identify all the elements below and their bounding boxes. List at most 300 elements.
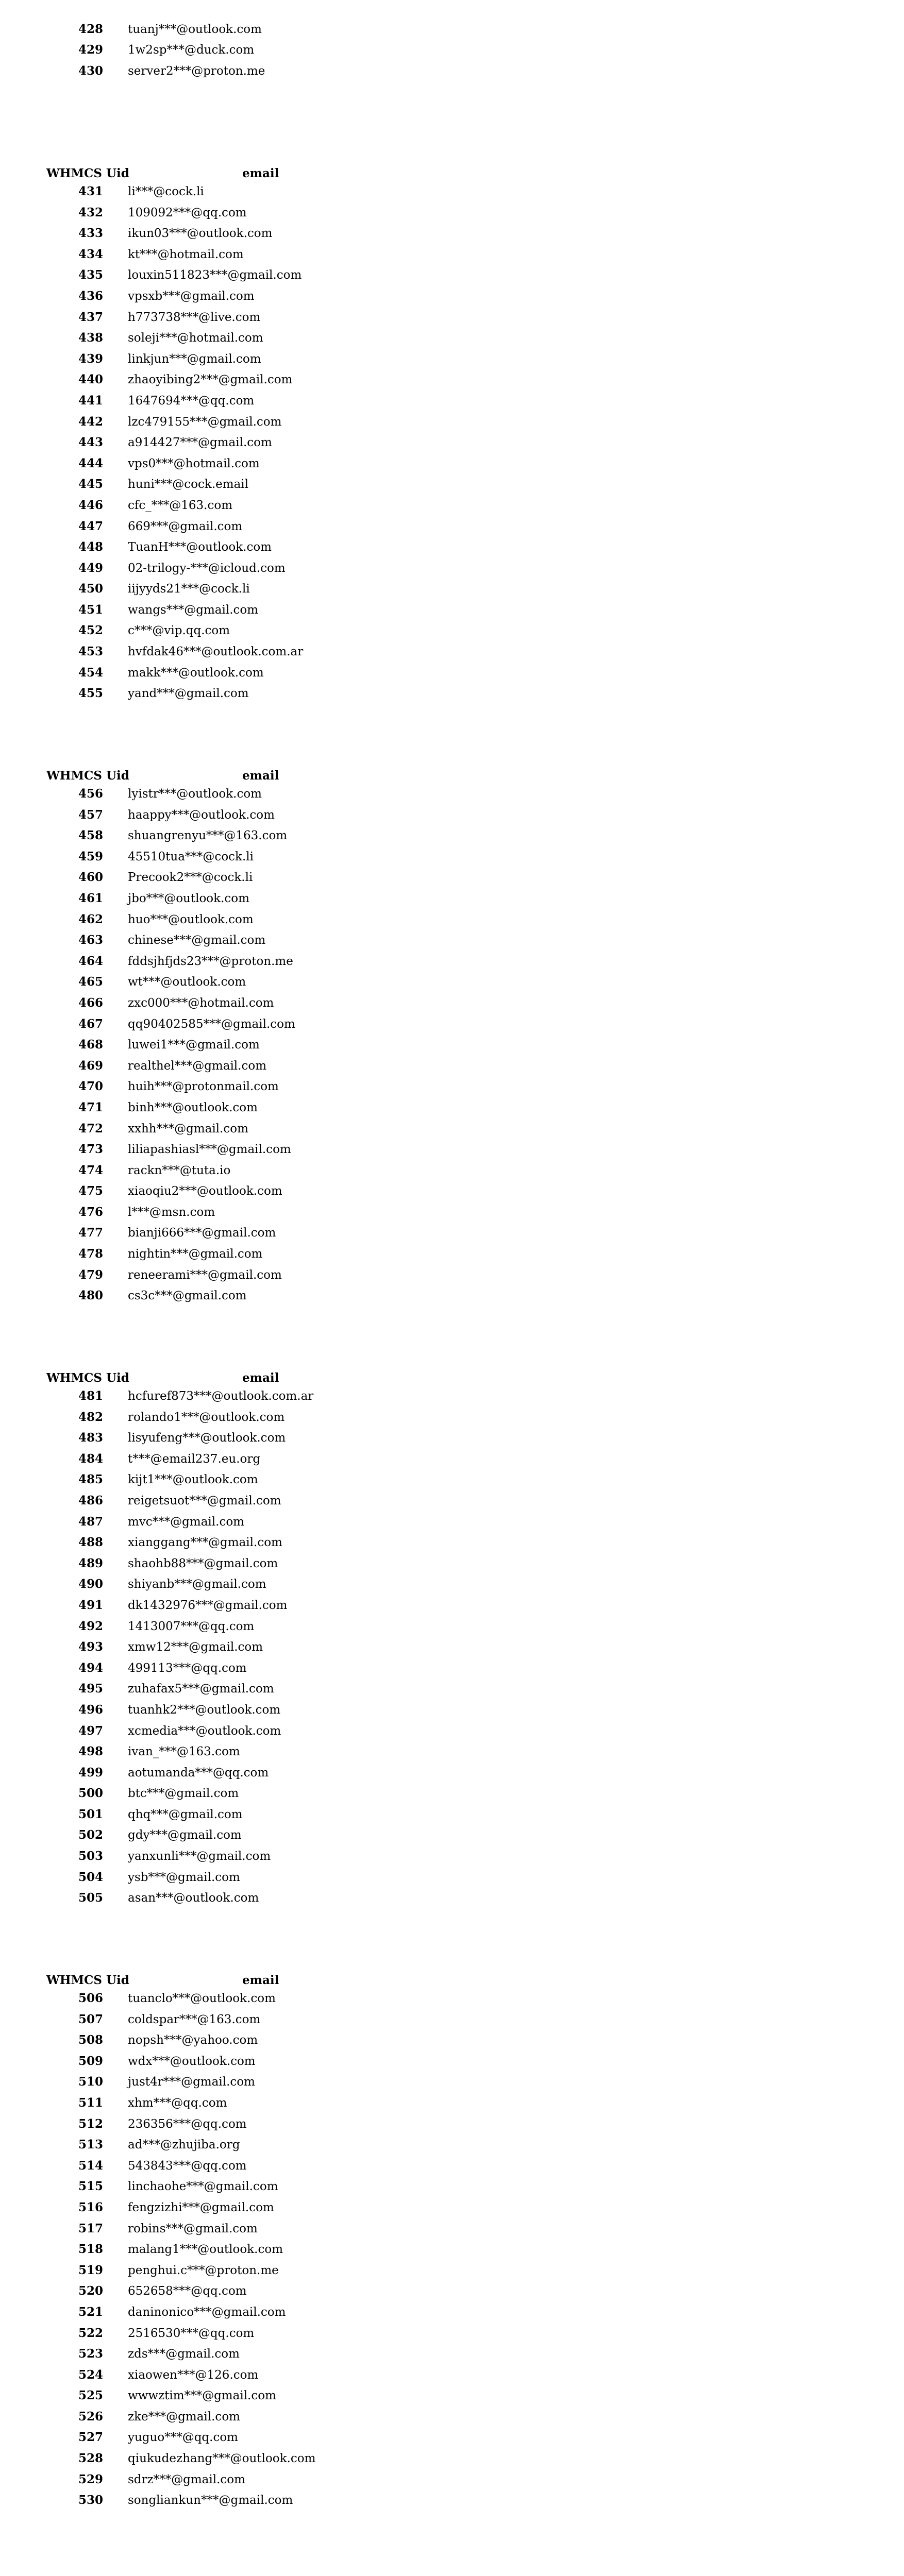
uid-cell: 477	[78, 1226, 104, 1240]
uid-cell: 428	[78, 22, 104, 36]
email-cell: 2516530***@qq.com	[128, 2326, 255, 2340]
email-cell: xhm***@qq.com	[128, 2096, 227, 2110]
table-row	[0, 1097, 904, 1118]
table-row	[0, 825, 904, 846]
uid-cell: 437	[78, 310, 104, 324]
user-table	[0, 164, 904, 704]
uid-cell: 500	[78, 1786, 104, 1801]
table-row	[0, 412, 904, 433]
table-row	[0, 558, 904, 579]
table-row	[0, 1846, 904, 1867]
uid-cell: 526	[78, 2409, 104, 2424]
email-cell: bianji666***@gmail.com	[128, 1226, 276, 1240]
user-table	[0, 1368, 904, 1909]
email-cell: btc***@gmail.com	[128, 1787, 239, 1801]
uid-cell: 504	[78, 1870, 104, 1884]
uid-cell: 529	[78, 2472, 104, 2486]
email-cell: ikun03***@outlook.com	[128, 227, 273, 241]
email-cell: shuangrenyu***@163.com	[128, 829, 288, 843]
table-row	[0, 1181, 904, 1202]
table-row	[0, 61, 904, 82]
uid-cell: 443	[78, 435, 104, 450]
uid-cell: 458	[78, 828, 104, 843]
user-table	[0, 766, 904, 1307]
uid-cell: 488	[78, 1535, 104, 1550]
table-row	[0, 19, 904, 40]
email-cell: mvc***@gmail.com	[128, 1515, 244, 1529]
table-row	[0, 2030, 904, 2051]
table-row	[0, 2281, 904, 2302]
uid-cell: 503	[78, 1849, 104, 1863]
table-row	[0, 805, 904, 826]
email-cell: tuanhk2***@outlook.com	[128, 1703, 281, 1717]
email-cell: reigetsuot***@gmail.com	[128, 1494, 281, 1507]
email-cell: qhq***@gmail.com	[128, 1807, 243, 1821]
table-row	[0, 1428, 904, 1449]
uid-cell: 509	[78, 2054, 104, 2068]
email-cell: server2***@proton.me	[128, 64, 265, 78]
email-cell: 1w2sp***@duck.com	[128, 43, 255, 57]
table-row	[0, 1741, 904, 1762]
email-cell: kijt1***@outlook.com	[128, 1473, 258, 1487]
email-cell: zke***@gmail.com	[128, 2410, 240, 2424]
table-row	[0, 516, 904, 537]
uid-cell: 475	[78, 1184, 104, 1198]
uid-cell: 505	[78, 1891, 104, 1905]
uid-cell: 456	[78, 787, 104, 801]
email-cell: lisyufeng***@outlook.com	[128, 1431, 286, 1445]
table-row	[0, 349, 904, 370]
table-row	[0, 1988, 904, 2009]
uid-cell: 465	[78, 975, 104, 989]
uid-cell: 493	[78, 1640, 104, 1654]
email-cell: songliankun***@gmail.com	[128, 2494, 293, 2507]
uid-cell: 499	[78, 1765, 104, 1780]
table-row	[0, 1014, 904, 1035]
table-row	[0, 1637, 904, 1658]
table-row	[0, 307, 904, 328]
table-header	[0, 2573, 904, 2576]
uid-cell: 484	[78, 1451, 104, 1466]
email-cell: xcmedia***@outlook.com	[128, 1724, 281, 1738]
email-cell: xiaoqiu2***@outlook.com	[128, 1184, 282, 1198]
email-cell: 1647694***@qq.com	[128, 394, 255, 408]
email-cell: penghui.c***@proton.me	[128, 2263, 279, 2277]
table-row	[0, 0, 904, 19]
email-cell: dk1432976***@gmail.com	[128, 1598, 288, 1612]
uid-cell: 466	[78, 995, 104, 1010]
uid-cell: 478	[78, 1247, 104, 1261]
email-cell: ivan_***@163.com	[128, 1745, 240, 1759]
uid-cell: 512	[78, 2116, 104, 2131]
uid-cell: 459	[78, 849, 104, 863]
table-row	[0, 1553, 904, 1574]
table-row	[0, 1490, 904, 1512]
email-cell: chinese***@gmail.com	[128, 934, 266, 947]
table-row	[0, 1056, 904, 1077]
email-cell: 543843***@qq.com	[128, 2159, 247, 2173]
email-cell: rolando1***@outlook.com	[128, 1410, 285, 1424]
table-row	[0, 2448, 904, 2469]
uid-cell: 450	[78, 582, 104, 596]
table-row	[0, 972, 904, 993]
email-cell: yand***@gmail.com	[128, 687, 249, 701]
email-cell: 45510tua***@cock.li	[128, 850, 254, 863]
table-row	[0, 2114, 904, 2135]
email-cell: 499113***@qq.com	[128, 1661, 247, 1675]
uid-cell: 445	[78, 477, 104, 492]
email-cell: hcfuref873***@outlook.com.ar	[128, 1389, 314, 1403]
email-cell: cs3c***@gmail.com	[128, 1289, 247, 1303]
email-cell: nopsh***@yahoo.com	[128, 2033, 258, 2047]
uid-cell: 448	[78, 540, 104, 554]
email-cell: iijyyds21***@cock.li	[128, 582, 250, 596]
table-row	[0, 244, 904, 265]
email-column-header: email	[242, 1371, 279, 1385]
table-row	[0, 1574, 904, 1595]
table-row	[0, 202, 904, 224]
table-row	[0, 328, 904, 349]
email-cell: qq90402585***@gmail.com	[128, 1017, 295, 1031]
table-row	[0, 2385, 904, 2406]
email-cell: cfc_***@163.com	[128, 498, 233, 512]
uid-cell: 515	[78, 2179, 104, 2194]
email-cell: malang1***@outlook.com	[128, 2243, 283, 2257]
table-row	[0, 867, 904, 888]
uid-cell: 501	[78, 1807, 104, 1821]
uid-cell: 489	[78, 1556, 104, 1570]
email-cell: lzc479155***@gmail.com	[128, 415, 282, 429]
email-cell: huih***@protonmail.com	[128, 1080, 279, 1094]
uid-cell: 483	[78, 1431, 104, 1445]
email-cell: h773738***@live.com	[128, 310, 261, 324]
top-fragment	[0, 0, 904, 81]
table-row	[0, 1076, 904, 1097]
email-cell: ysb***@gmail.com	[128, 1870, 240, 1884]
email-cell: linchaohe***@gmail.com	[128, 2180, 278, 2194]
email-cell: huo***@outlook.com	[128, 912, 254, 926]
email-cell: zxc000***@hotmail.com	[128, 996, 274, 1010]
uid-cell: 451	[78, 602, 104, 617]
email-cell: kt***@hotmail.com	[128, 247, 244, 261]
uid-cell: 441	[78, 393, 104, 408]
table-row	[0, 888, 904, 909]
email-cell: yanxunli***@gmail.com	[128, 1850, 271, 1863]
uid-cell: 463	[78, 933, 104, 947]
email-cell: louxin511823***@gmail.com	[128, 268, 302, 282]
email-cell: wt***@outlook.com	[128, 975, 246, 989]
email-cell: qiukudezhang***@outlook.com	[128, 2452, 316, 2466]
email-cell: ad***@zhujiba.org	[128, 2138, 240, 2152]
uid-cell: 457	[78, 807, 104, 822]
table-row	[0, 181, 904, 202]
uid-cell: 435	[78, 268, 104, 282]
email-cell: 236356***@qq.com	[128, 2117, 247, 2131]
uid-cell: 513	[78, 2138, 104, 2152]
email-column-header: email	[242, 1973, 279, 1987]
uid-cell: 530	[78, 2493, 104, 2507]
email-cell: robins***@gmail.com	[128, 2222, 258, 2235]
email-cell: rackn***@tuta.io	[128, 1163, 231, 1177]
uid-cell: 438	[78, 331, 104, 345]
email-cell: 669***@gmail.com	[128, 519, 243, 533]
table-row	[0, 1512, 904, 1533]
uid-cell: 481	[78, 1389, 104, 1403]
email-cell: TuanH***@outlook.com	[128, 540, 272, 554]
table-row	[0, 2365, 904, 2386]
uid-cell: 440	[78, 372, 104, 387]
uid-cell: 490	[78, 1577, 104, 1591]
table-row	[0, 2218, 904, 2240]
uid-cell: 482	[78, 1410, 104, 1424]
table-row	[0, 432, 904, 453]
table-row	[0, 1223, 904, 1244]
email-cell: gdy***@gmail.com	[128, 1828, 242, 1842]
uid-cell: 461	[78, 891, 104, 905]
table-row	[0, 846, 904, 868]
email-cell: wwwztim***@gmail.com	[128, 2389, 276, 2403]
email-cell: daninonico***@gmail.com	[128, 2305, 286, 2319]
uid-cell: 511	[78, 2095, 104, 2110]
email-cell: soleji***@hotmail.com	[128, 331, 263, 345]
email-cell: fengzizhi***@gmail.com	[128, 2200, 274, 2214]
table-row	[0, 2134, 904, 2156]
uid-cell: 470	[78, 1079, 104, 1094]
uid-cell: 430	[78, 63, 104, 78]
email-cell: haappy***@outlook.com	[128, 808, 275, 822]
email-cell: hvfdak46***@outlook.com.ar	[128, 645, 304, 659]
table-row	[0, 1386, 904, 1407]
table-row	[0, 1721, 904, 1742]
email-cell: nightin***@gmail.com	[128, 1247, 263, 1261]
uid-cell: 506	[78, 1991, 104, 2005]
uid-cell: 474	[78, 1163, 104, 1177]
email-cell: just4r***@gmail.com	[128, 2075, 255, 2089]
table-row	[0, 1449, 904, 1470]
uid-cell: 507	[78, 2012, 104, 2026]
table-header	[0, 164, 904, 181]
table-row	[0, 265, 904, 286]
table-row	[0, 1244, 904, 1265]
table-row	[0, 1118, 904, 1140]
uid-cell: 446	[78, 498, 104, 512]
uid-cell: 491	[78, 1598, 104, 1612]
uid-cell: 525	[78, 2388, 104, 2403]
table-row	[0, 909, 904, 930]
uid-cell: 462	[78, 912, 104, 926]
email-cell: a914427***@gmail.com	[128, 436, 272, 450]
table-row	[0, 1265, 904, 1286]
table-row	[0, 1139, 904, 1160]
email-cell: tuanj***@outlook.com	[128, 22, 262, 36]
email-cell: Precook2***@cock.li	[128, 871, 253, 885]
table-row	[0, 2051, 904, 2072]
email-cell: li***@cock.li	[128, 185, 204, 198]
uid-cell: 495	[78, 1682, 104, 1696]
email-cell: yuguo***@qq.com	[128, 2431, 238, 2445]
table-row	[0, 537, 904, 558]
uid-cell: 510	[78, 2075, 104, 2089]
table-row	[0, 1762, 904, 1784]
email-cell: xiaowen***@126.com	[128, 2368, 259, 2382]
uid-column-header: WHMCS Uid	[46, 769, 129, 783]
uid-cell: 485	[78, 1472, 104, 1487]
table-row	[0, 286, 904, 307]
uid-cell: 518	[78, 2242, 104, 2257]
uid-cell: 517	[78, 2221, 104, 2235]
table-row	[0, 2406, 904, 2428]
table-row	[0, 1595, 904, 1616]
table-row	[0, 951, 904, 972]
email-column-header: email	[242, 166, 279, 180]
table-row	[0, 2323, 904, 2344]
email-cell: makk***@outlook.com	[128, 666, 264, 680]
email-cell: xmw12***@gmail.com	[128, 1640, 263, 1654]
email-cell: coldspar***@163.com	[128, 2012, 261, 2026]
uid-cell: 471	[78, 1100, 104, 1114]
table-row	[0, 1469, 904, 1490]
uid-cell: 452	[78, 623, 104, 638]
email-cell: zds***@gmail.com	[128, 2347, 240, 2361]
email-cell: xianggang***@gmail.com	[128, 1536, 282, 1550]
table-row	[0, 1658, 904, 1679]
email-cell: shiyanb***@gmail.com	[128, 1578, 266, 1591]
uid-cell: 453	[78, 645, 104, 659]
table-row	[0, 1285, 904, 1307]
uid-cell: 449	[78, 561, 104, 575]
uid-cell: 486	[78, 1493, 104, 1507]
table-row	[0, 1679, 904, 1700]
email-cell: t***@email237.eu.org	[128, 1452, 261, 1466]
uid-cell: 442	[78, 414, 104, 429]
email-column-header: email	[242, 769, 279, 783]
table-row	[0, 40, 904, 61]
uid-column-header: WHMCS Uid	[46, 1371, 129, 1385]
table-row	[0, 620, 904, 641]
table-row	[0, 2176, 904, 2197]
email-cell: liliapashiasl***@gmail.com	[128, 1143, 291, 1157]
table-row	[0, 1035, 904, 1056]
table-row	[0, 369, 904, 391]
uid-cell: 432	[78, 205, 104, 219]
table-row	[0, 1202, 904, 1223]
table-row	[0, 1532, 904, 1553]
uid-cell: 524	[78, 2367, 104, 2382]
table-row	[0, 1407, 904, 1428]
email-cell: vps0***@hotmail.com	[128, 456, 260, 470]
uid-cell: 476	[78, 1205, 104, 1219]
email-cell: realthel***@gmail.com	[128, 1059, 267, 1073]
table-row	[0, 683, 904, 704]
table-row	[0, 930, 904, 951]
uid-cell: 433	[78, 226, 104, 241]
uid-cell: 516	[78, 2200, 104, 2214]
table-row	[0, 453, 904, 474]
email-cell: 1413007***@qq.com	[128, 1619, 255, 1633]
email-cell: zhaoyibing2***@gmail.com	[128, 373, 293, 387]
email-cell: huni***@cock.email	[128, 478, 248, 492]
uid-cell: 514	[78, 2158, 104, 2173]
table-row	[0, 784, 904, 805]
table-row	[0, 2156, 904, 2177]
table-row	[0, 1825, 904, 1846]
uid-cell: 479	[78, 1267, 104, 1282]
user-table	[0, 1971, 904, 2511]
email-cell: fddsjhfjds23***@proton.me	[128, 954, 293, 968]
table-row	[0, 1700, 904, 1721]
uid-cell: 472	[78, 1121, 104, 1136]
table-row	[0, 2490, 904, 2511]
email-cell: sdrz***@gmail.com	[128, 2472, 245, 2486]
email-cell: zuhafax5***@gmail.com	[128, 1682, 274, 1696]
uid-cell: 467	[78, 1016, 104, 1031]
table-row	[0, 2260, 904, 2281]
uid-cell: 464	[78, 954, 104, 968]
email-cell: jbo***@outlook.com	[128, 891, 249, 905]
uid-cell: 436	[78, 289, 104, 303]
table-header	[0, 1971, 904, 1988]
user-table	[0, 2573, 904, 2576]
email-cell: c***@vip.qq.com	[128, 624, 230, 638]
email-cell: shaohb88***@gmail.com	[128, 1556, 278, 1570]
table-row	[0, 641, 904, 663]
table-row	[0, 2302, 904, 2323]
uid-cell: 498	[78, 1744, 104, 1759]
table-row	[0, 1804, 904, 1825]
table-row	[0, 2197, 904, 2218]
uid-cell: 468	[78, 1038, 104, 1052]
table-row	[0, 993, 904, 1014]
uid-cell: 444	[78, 456, 104, 470]
table-row	[0, 1867, 904, 1888]
email-cell: l***@msn.com	[128, 1205, 215, 1219]
email-cell: 02-trilogy-***@icloud.com	[128, 561, 286, 575]
table-row	[0, 2239, 904, 2260]
email-cell: 109092***@qq.com	[128, 206, 247, 219]
email-cell: luwei1***@gmail.com	[128, 1038, 260, 1052]
table-row	[0, 579, 904, 600]
table-row	[0, 2072, 904, 2093]
uid-cell: 455	[78, 686, 104, 701]
uid-cell: 473	[78, 1142, 104, 1157]
uid-cell: 487	[78, 1514, 104, 1529]
table-row	[0, 223, 904, 244]
uid-cell: 480	[78, 1289, 104, 1303]
uid-column-header: WHMCS Uid	[46, 166, 129, 180]
uid-cell: 528	[78, 2451, 104, 2466]
email-cell: xxhh***@gmail.com	[128, 1122, 248, 1136]
table-header	[0, 766, 904, 784]
uid-cell: 496	[78, 1702, 104, 1717]
email-cell: aotumanda***@qq.com	[128, 1766, 269, 1780]
uid-cell: 494	[78, 1660, 104, 1675]
table-row	[0, 1888, 904, 1909]
uid-cell: 434	[78, 247, 104, 261]
email-cell: binh***@outlook.com	[128, 1100, 258, 1114]
uid-cell: 429	[78, 43, 104, 57]
table-row	[0, 1160, 904, 1181]
uid-cell: 519	[78, 2263, 104, 2277]
uid-cell: 469	[78, 1058, 104, 1073]
email-cell: asan***@outlook.com	[128, 1891, 259, 1905]
uid-column-header: WHMCS Uid	[46, 1973, 129, 1987]
uid-cell: 497	[78, 1723, 104, 1738]
table-row	[0, 2344, 904, 2365]
email-cell: vpsxb***@gmail.com	[128, 289, 255, 303]
uid-cell: 460	[78, 870, 104, 885]
table-row	[0, 2427, 904, 2448]
uid-cell: 522	[78, 2326, 104, 2340]
